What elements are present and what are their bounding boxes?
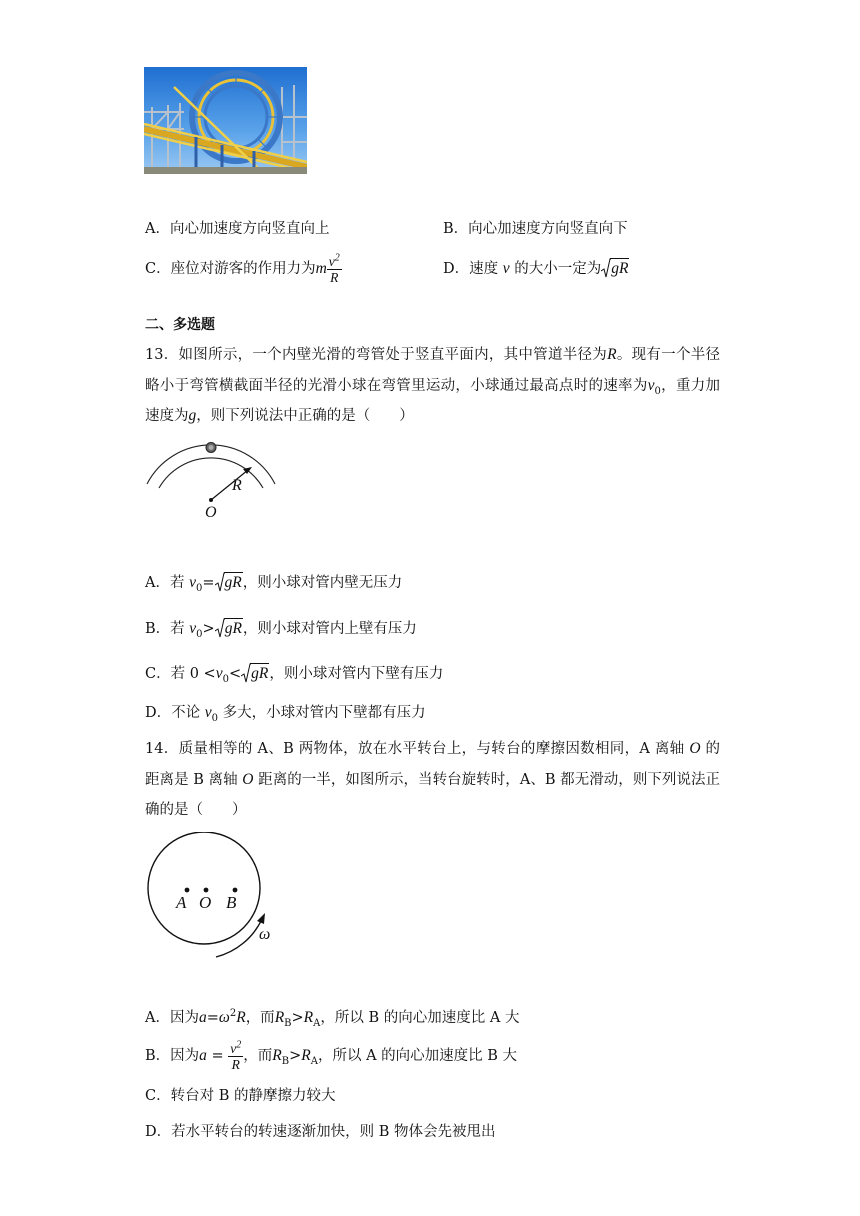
square-root: gR xyxy=(215,618,243,640)
q14-stem: 14．质量相等的 A、B 两物体，放在水平转台上，与转台的摩擦因数相同，A 离轴 O 的距离是 B 离轴 O 距离的一半，如图所示，当转台旋转时，A、B 都无滑动，则下列说法正确的是（ ） xyxy=(145,740,721,818)
q12-option-a: A．向心加速度方向竖直向上 xyxy=(145,221,330,237)
q13-option-c: C．若 $0 <v_0<$ gR，则小球对管内下壁有压力 xyxy=(145,665,444,685)
q13-option-d: D．不论 $v_0$ 多大，小球对管内下壁都有压力 xyxy=(145,704,426,724)
q12-option-c: C．座位对游客的作用力为m $\frac{v^2}{R}$ xyxy=(145,252,340,285)
square-root: gR xyxy=(601,258,629,280)
point-b-label: B xyxy=(226,893,237,912)
q13-option-b: B．若 $v_0>$ gR，则小球对管内上壁有压力 xyxy=(145,620,417,640)
fraction: $\frac{v^2}{R}$ xyxy=(328,252,340,285)
q12-option-b: B．向心加速度方向竖直向下 xyxy=(443,221,628,237)
q12-option-d: D．速度 v 的大小一定为 gR xyxy=(443,256,629,282)
tube-diagram xyxy=(140,438,285,526)
radius-label: R xyxy=(232,477,242,494)
q13-stem: 13．如图所示，一个内壁光滑的弯管处于竖直平面内，其中管道半径为R。现有一个半径略小于弯管横截面半径的光滑小球在弯管里运动，小球通过最高点时的速率为$v_0$，重力加速度为g，则下列说法中正确的是（ ） xyxy=(145,346,721,424)
point-a-label: A xyxy=(176,893,187,912)
square-root: gR xyxy=(215,572,243,594)
q14-option-a: A．因为$a=\omega^2R$，而$R_B>R_A$，所以 B 的向心加速度比 A 大 xyxy=(145,1008,520,1029)
q14-option-b: B．因为a = $\frac{v^2}{R}$ ，而$R_B>R_A$，所以 A 的向心加速度比 B 大 xyxy=(145,1039,518,1072)
fraction: $\frac{v^2}{R}$ xyxy=(230,1039,242,1072)
section-title: 二、多选题 xyxy=(145,317,215,333)
turntable-diagram xyxy=(140,832,285,962)
q14-option-c: C．转台对 B 的静摩擦力较大 xyxy=(145,1088,336,1104)
square-root: gR xyxy=(241,663,269,685)
q14-option-d: D．若水平转台的转速逐渐加快，则 B 物体会先被甩出 xyxy=(145,1124,496,1140)
roller-coaster-photo xyxy=(144,67,307,174)
axis-o-label: O xyxy=(199,893,212,912)
center-label: O xyxy=(205,504,217,521)
omega-label: ω xyxy=(259,926,271,943)
q13-option-a: A．若 $v_0=$ gR，则小球对管内壁无压力 xyxy=(145,574,403,594)
